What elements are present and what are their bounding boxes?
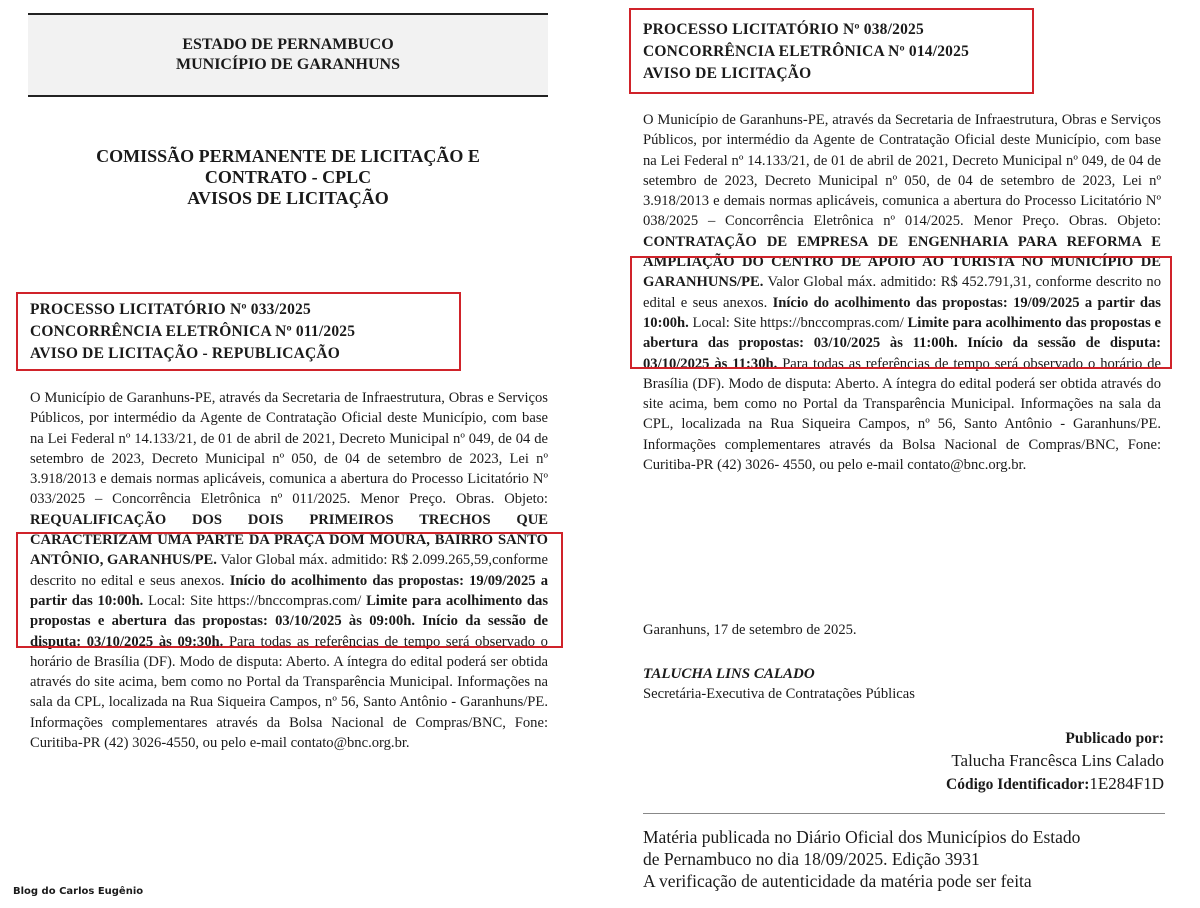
notice1-title [30, 299, 450, 365]
state-header [28, 13, 548, 97]
notice1-competition-number: CONCORRÊNCIA ELETRÔNICA Nº 011/2025 [30, 323, 356, 340]
notice1-limits: Limite para acolhimento das propostas e abertura das propostas: 03/10/2025 às 09:00h. Início da sessão de disputa: 03/10/2025 às 09:30h. [30, 592, 548, 650]
notice2-closing: Para todas as referências de tempo será observado o horário de Brasília (DF). Modo de disputa: Aberto. A íntegra do edital poderá ser obtida através do site acima, bem como no Portal da Transparência Municipal. Informações na sala da CPL, localizada na Rua Siqueira Campos, nº 56, Santo Antônio - Garanhuns/PE. Informações complementares através da Bolsa Nacional de Compras/BNC, Fone: Curitiba-PR (42) 3026- 4550, ou pelo e-mail contato@bnc.org.br. [643, 355, 1162, 474]
notice1-intro: O Município de Garanhuns-PE, através da Secretaria de Infraestrutura, Obras e Serviços Públicos, por intermédio da Agente de Contratação Oficial deste Município, com base na Lei Federal nº 14.133/21, de 01 de abril de 2021, Decreto Municipal nº 049, de 04 de setembro de 2023, Decreto Municipal nº 050, de 04 de setembro de 2023, Lei nº 3.918/2013 e demais normas aplicáveis, comunica a abertura do Processo Licitatório Nº 033/2025 – Concorrência Eletrônica nº 011/2025. Menor Preço. Obras. Objeto: [30, 390, 548, 508]
notice1-notice-type: AVISO DE LICITAÇÃO - REPUBLICAÇÃO [30, 345, 341, 362]
footer-line-3: A verificação de autenticidade da matéria pode ser feita [643, 871, 1032, 891]
signature-block [643, 664, 915, 704]
footer-line-1: Matéria publicada no Diário Oficial dos Municípios do Estado [643, 827, 1081, 847]
notice2-value: Valor Global máx. admitido: R$ 452.791,31, conforme descrito no edital e seus anexos. [643, 274, 1161, 311]
publication-footer [643, 826, 1080, 892]
notice2-body [643, 110, 1161, 475]
identifier-label: Código Identificador: [946, 776, 1090, 793]
signer-name: TALUCHA LINS CALADO [643, 666, 815, 682]
identifier-line [820, 772, 1164, 796]
notice2-notice-type: AVISO DE LICITAÇÃO [643, 65, 812, 82]
notice2-limits: Limite para acolhimento das propostas e abertura das propostas: 03/10/2025 às 11:00h. Início da sessão de disputa: 03/10/2025 às 11:30h. [643, 314, 1161, 372]
signer-role: Secretária-Executiva de Contratações Públicas [643, 686, 915, 702]
notice1-closing: Para todas as referências de tempo será observado o horário de Brasília (DF). Modo de disputa: Aberto. A íntegra do edital poderá ser obtida através do site acima, bem como no Portal da Transparência Municipal. Informações na sala da CPL, localizada na Rua Siqueira Campos, nº 56, Santo Antônio - Garanhuns/PE. Informações complementares através da Bolsa Nacional de Compras/BNC, Fone: Curitiba-PR (42) 3026-4550, ou pelo e-mail contato@bnc.org.br. [30, 633, 548, 752]
commission-heading [28, 146, 548, 209]
notice2-object: CONTRATAÇÃO DE EMPRESA DE ENGENHARIA PARA REFORMA E AMPLIAÇÃO DO CENTRO DE APOIO AO TURISTA NO MUNICÍPIO DE GARANHUNS/PE. [643, 233, 1161, 291]
notice2-start-date: Início do acolhimento das propostas: 19/09/2025 a partir das 10:00h. [643, 294, 1161, 331]
state-name: ESTADO DE PERNAMBUCO [182, 36, 394, 53]
notice1-value: Valor Global máx. admitido: R$ 2.099.265,59,conforme descrito no edital e seus anexos. [30, 552, 549, 589]
commission-line-1: COMISSÃO PERMANENTE DE LICITAÇÃO E [96, 146, 480, 166]
notice1-body [30, 388, 548, 753]
published-by-label: Publicado por: [1065, 730, 1164, 747]
publication-block [820, 728, 1164, 796]
notice2-intro: O Município de Garanhuns-PE, através da Secretaria de Infraestrutura, Obras e Serviços Públicos, por intermédio da Agente de Contratação Oficial deste Município, com base na Lei Federal nº 14.133/21, de 01 de abril de 2021, Decreto Municipal nº 049, de 04 de setembro de 2023, Decreto Municipal nº 050, de 04 de setembro de 2023, Lei nº 3.918/2013 e demais normas aplicáveis, comunica a abertura do Processo Licitatório Nº 038/2025 – Concorrência Eletrônica nº 014/2025. Menor Preço. Obras. Objeto: [643, 112, 1161, 230]
commission-line-3: AVISOS DE LICITAÇÃO [187, 188, 389, 208]
notice2-site: Local: Site https://bnccompras.com/ [692, 314, 904, 331]
notice2-competition-number: CONCORRÊNCIA ELETRÔNICA Nº 014/2025 [643, 43, 970, 60]
notice2-title [643, 19, 1023, 85]
municipality-name: MUNICÍPIO DE GARANHUNS [175, 56, 400, 73]
notice2-process-number: PROCESSO LICITATÓRIO Nº 038/2025 [643, 21, 924, 38]
notice1-process-number: PROCESSO LICITATÓRIO Nº 033/2025 [30, 301, 311, 318]
date-line: Garanhuns, 17 de setembro de 2025. [643, 622, 857, 638]
notice1-site: Local: Site https://bnccompras.com/ [148, 592, 362, 609]
notice1-start-date: Início do acolhimento das propostas: 19/09/2025 a partir das 10:00h. [30, 572, 548, 609]
footer-divider [643, 813, 1165, 814]
blog-watermark: Blog do Carlos Eugênio [13, 886, 144, 897]
commission-line-2: CONTRATO - CPLC [204, 167, 372, 187]
notice1-object: REQUALIFICAÇÃO DOS DOIS PRIMEIROS TRECHOS QUE CARACTERIZAM UMA PARTE DA PRAÇA DOM MOURA, BAIRRO SANTO ANTÔNIO, GARANHUS/PE. [30, 511, 548, 569]
identifier-code: 1E284F1D [1089, 774, 1164, 793]
footer-line-2: de Pernambuco no dia 18/09/2025. Edição 3931 [643, 849, 980, 869]
publisher-name: Talucha Francêsca Lins Calado [951, 751, 1164, 770]
